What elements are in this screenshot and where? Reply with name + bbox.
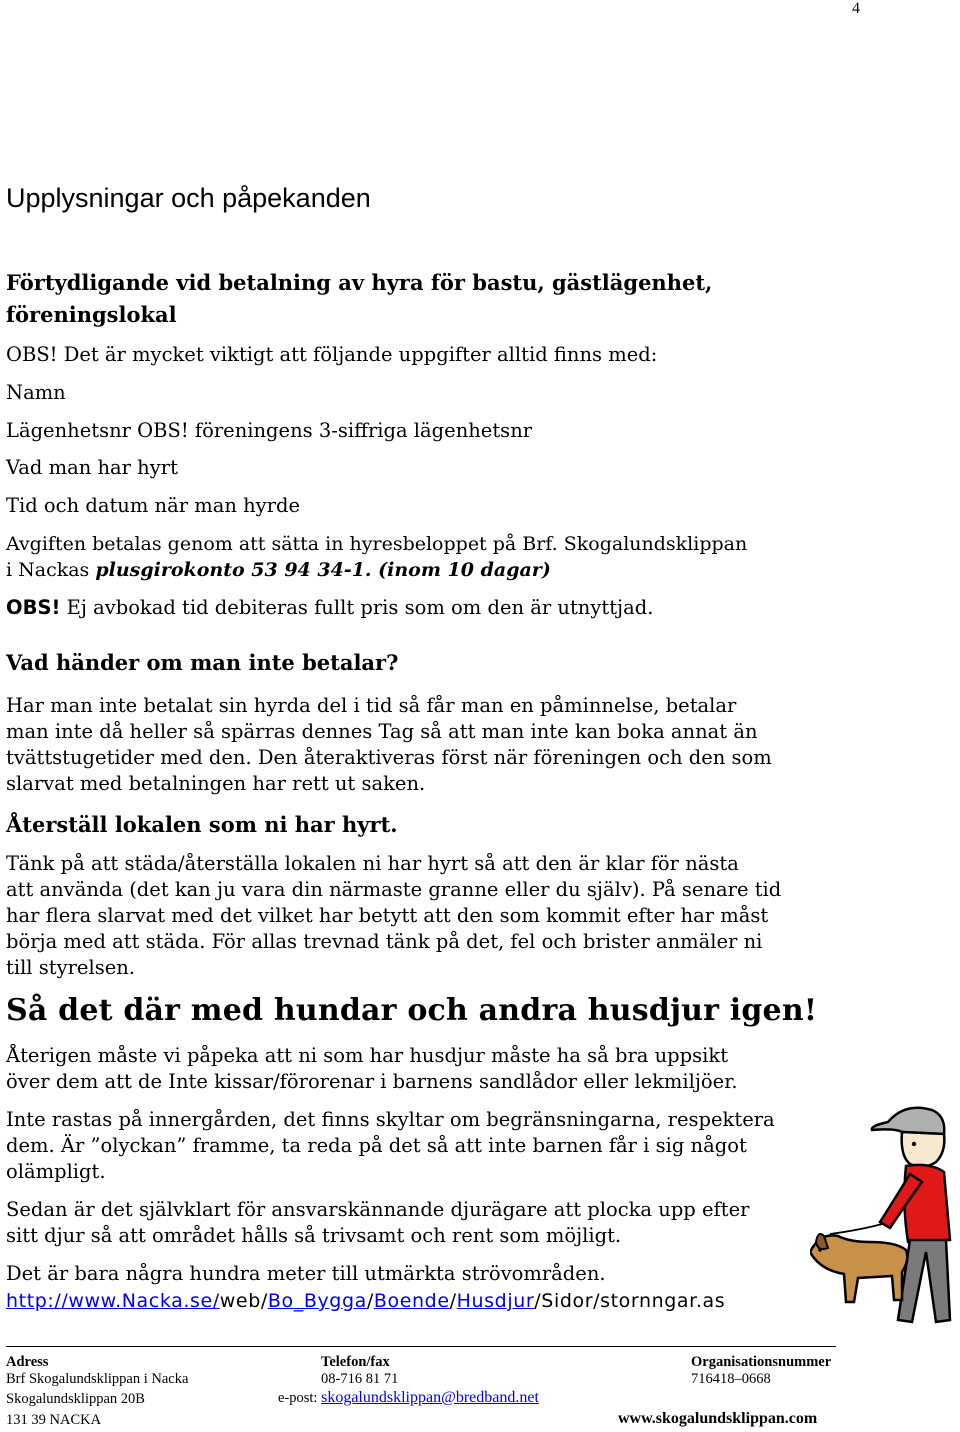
url-text: web/	[219, 1290, 268, 1312]
payment-line1: Avgiften betalas genom att sätta in hyresbeloppet på Brf. Skogalundsklippan	[6, 533, 748, 555]
section4-p2-line: dem. Är ”olyckan” framme, ta reda på det så att inte barnen får i sig något	[6, 1134, 747, 1157]
footer-org-header: Organisationsnummer	[691, 1354, 832, 1370]
footer-address-line3: 131 39 NACKA	[6, 1412, 102, 1428]
section3-line: att använda (det kan ju vara din närmaste granne eller du själv). På senare tid	[6, 878, 782, 901]
required-item-what: Vad man har hyrt	[6, 456, 178, 479]
required-item-apartment: Lägenhetsnr OBS! föreningens 3-siffriga lägenhetsnr	[6, 419, 533, 442]
section4-title: Så det där med hundar och andra husdjur igen!	[6, 993, 818, 1028]
footer-rule	[6, 1346, 836, 1347]
footer-address-header: Adress	[6, 1354, 49, 1370]
footer-phone: 08-716 81 71	[321, 1371, 399, 1387]
section2-line: tvättstugetider med den. Den återaktiveras först när föreningen och den som	[6, 746, 772, 769]
url-link-boende[interactable]: Boende	[373, 1290, 450, 1312]
section4-p3-line: sitt djur så att området hålls så trivsamt och rent som möjligt.	[6, 1224, 622, 1247]
url-link-nacka[interactable]: http://www.Nacka.se/	[6, 1290, 220, 1312]
footer-org-number: 716418–0668	[691, 1371, 771, 1387]
section4-p2-line: Inte rastas på innergården, det finns skyltar om begränsningarna, respektera	[6, 1108, 775, 1131]
payment-prefix: i Nackas	[6, 559, 96, 581]
url-text: /Sidor/stornngar.as	[534, 1290, 726, 1312]
cancel-note	[6, 595, 653, 621]
url-link-bo-bygga[interactable]: Bo_Bygga	[267, 1290, 367, 1312]
section2-title: Vad händer om man inte betalar?	[6, 650, 399, 675]
section3-line: har flera slarvat med det vilket har betytt att den som kommit efter har måst	[6, 904, 769, 927]
section2-line: Har man inte betalat sin hyrda del i tid så får man en påminnelse, betalar	[6, 694, 737, 717]
section3-line: till styrelsen.	[6, 956, 136, 979]
url-text: /	[366, 1290, 374, 1312]
url-link-husdjur[interactable]: Husdjur	[456, 1290, 535, 1312]
cancel-text: Ej avbokad tid debiteras fullt pris som om den är utnyttjad.	[60, 596, 654, 619]
section3-title: Återställ lokalen som ni har hyrt.	[6, 812, 398, 837]
section3-line: börja med att städa. För allas trevnad tänk på det, fel och brister anmäler ni	[6, 930, 763, 953]
cancel-obs: OBS!	[6, 596, 61, 619]
footer-address-line1: Brf Skogalundsklippan i Nacka	[6, 1371, 189, 1387]
footer-phone-header: Telefon/fax	[321, 1354, 390, 1370]
footer-email-link[interactable]: skogalundsklippan@bredband.net	[321, 1389, 539, 1406]
footer-email-label: e-post:	[278, 1390, 322, 1406]
payment-line2	[6, 557, 551, 583]
required-item-name: Namn	[6, 381, 66, 404]
payment-account: plusgirokonto 53 94 34-1. (inom 10 dagar)	[95, 559, 551, 581]
section2-line: man inte då heller så spärras dennes Tag så att man inte kan boka annat än	[6, 720, 758, 743]
section1-title-line1: Förtydligande vid betalning av hyra för bastu, gästlägenhet,	[6, 270, 713, 295]
section4-p1-line: över dem att de Inte kissar/förorenar i barnens sandlådor eller lekmiljöer.	[6, 1070, 738, 1093]
url-text: /	[449, 1290, 457, 1312]
required-item-when: Tid och datum när man hyrde	[6, 494, 301, 517]
section4-p4: Det är bara några hundra meter till utmärkta strövområden.	[6, 1262, 606, 1285]
section2-line: slarvat med betalningen har rett ut saken.	[6, 772, 426, 795]
page-number: 4	[852, 0, 860, 17]
section4-p3-line: Sedan är det självklart för ansvarskännande djurägare att plocka upp efter	[6, 1198, 750, 1221]
section4-p2-line: olämpligt.	[6, 1160, 106, 1183]
section4-p1-line: Återigen måste vi påpeka att ni som har husdjur måste ha så bra uppsikt	[6, 1044, 729, 1067]
page-heading: Upplysningar och påpekanden	[6, 183, 371, 213]
person-walking-dog-illustration	[810, 1100, 958, 1330]
footer-website[interactable]: www.skogalundsklippan.com	[618, 1410, 818, 1427]
section1-title-line2: föreningslokal	[6, 302, 177, 327]
section3-line: Tänk på att städa/återställa lokalen ni har hyrt så att den är klar för nästa	[6, 852, 739, 875]
obs-note: OBS! Det är mycket viktigt att följande uppgifter alltid finns med:	[6, 343, 658, 366]
footer-address-line2: Skogalundsklippan 20B	[6, 1391, 145, 1407]
footer-email-line	[278, 1389, 539, 1407]
husdjur-url[interactable]	[6, 1290, 725, 1312]
